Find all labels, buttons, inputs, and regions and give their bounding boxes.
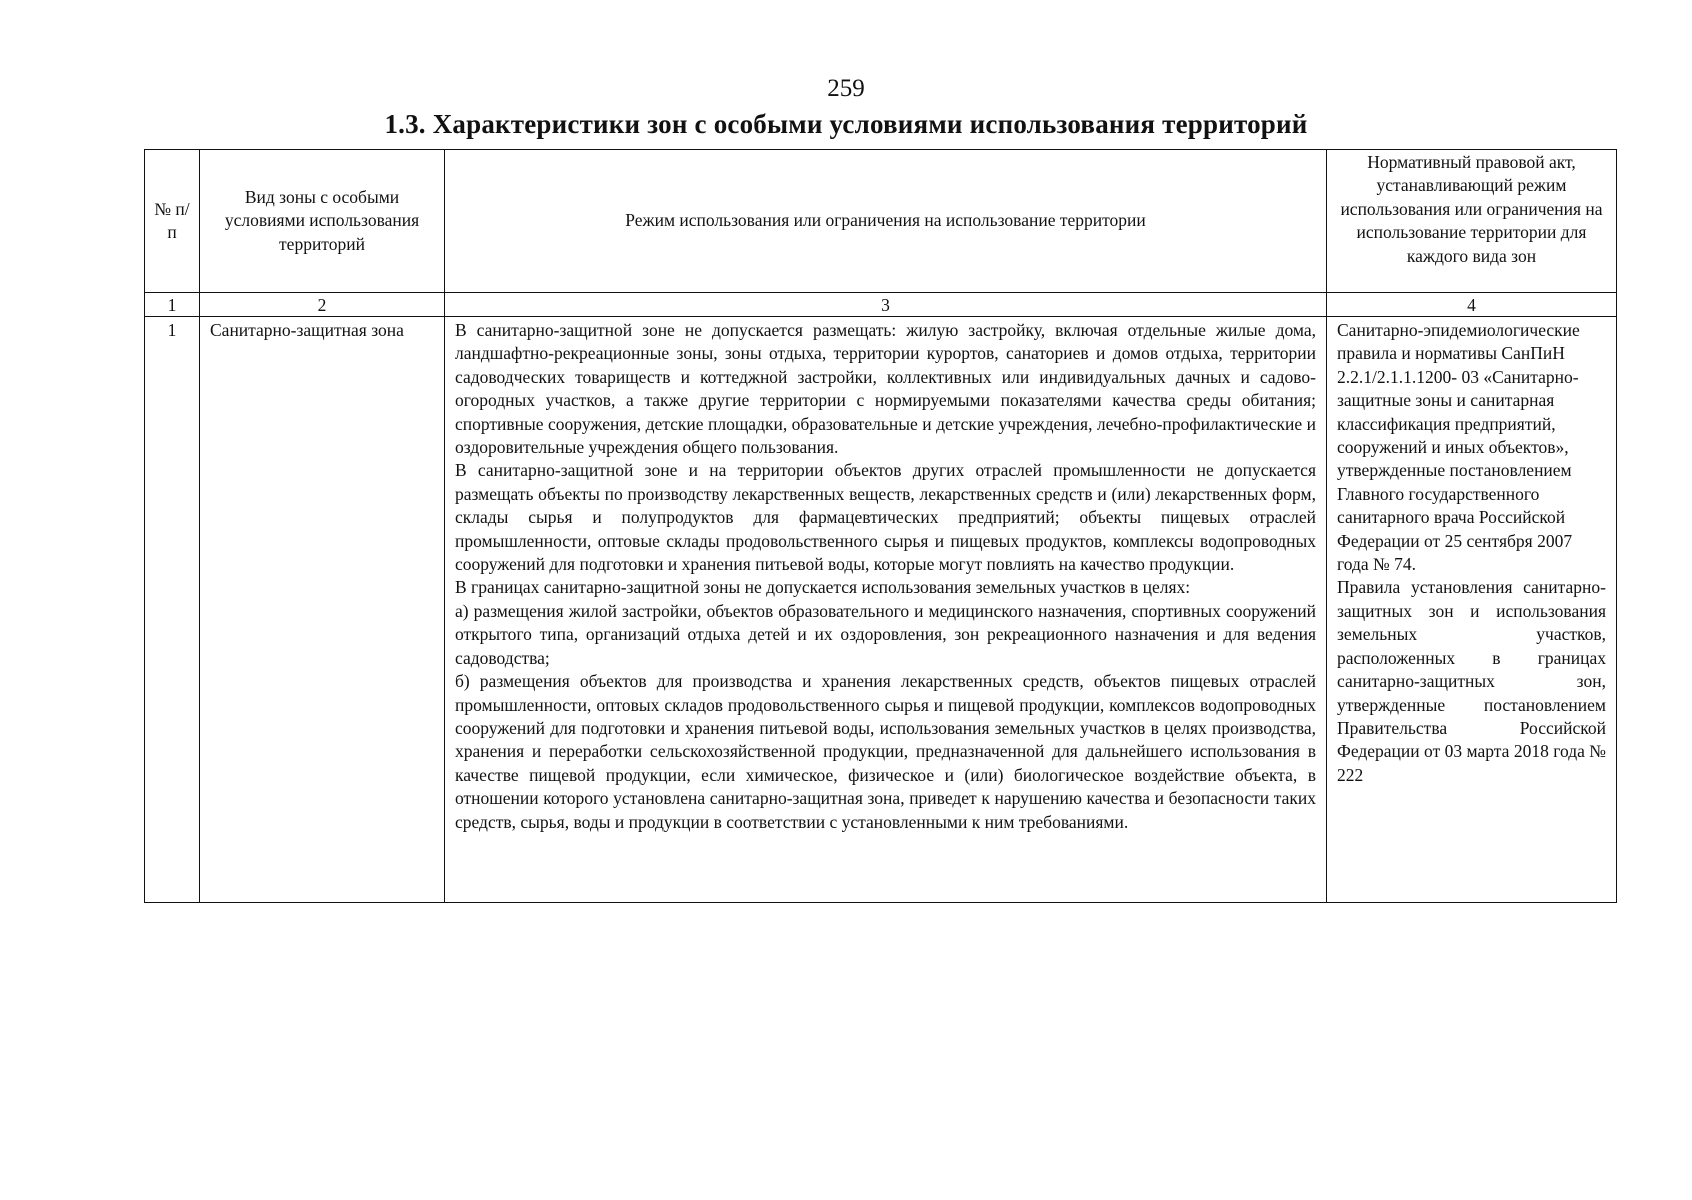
- regime-paragraph: б) размещения объектов для производства и хранения лекарственных средств, объектов пищевых отраслей промышленности, оптовых складов продовольственного сырья и пищевой продукции, комплексов водопроводных сооружений для подготовки и хранения питьевой воды, использования земельных участков в целях производства, хранения и переработки сельскохозяйственной продукции, предназначенной для дальнейшего использования в качестве пищевой продукции, если химическое, физическое и (или) биологическое воздействие объекта, в отношении которого установлена санитарно-защитная зона, приведет к нарушению качества и безопасности таких средств, сырья, воды и продукции в соответствии с установленными к ним требованиями.: [455, 671, 1316, 832]
- table-header-row: [145, 150, 1617, 293]
- header-act: Нормативный правовой акт, устанавливающий режим использования или ограничения на использование территории для каждого вида зон: [1327, 150, 1617, 293]
- row-number: 1: [145, 317, 200, 903]
- column-number: 3: [445, 293, 1327, 317]
- header-num: № п/п: [145, 150, 200, 293]
- column-number: 4: [1327, 293, 1617, 317]
- legal-act-paragraph: Санитарно-эпидемиологические правила и нормативы СанПиН 2.2.1/2.1.1.1200- 03 «Санитарно-защитные зоны и санитарная классификация предприятий, сооружений и иных объектов», утвержденные постановлением Главного государственного санитарного врача Российской Федерации от 25 сентября 2007 года № 74.: [1337, 320, 1580, 575]
- column-number: 1: [145, 293, 200, 317]
- legal-act-paragraph: Правила установления санитарно-защитных зон и использования земельных участков, расположенных в границах санитарно-защитных зон, утвержденные постановлением Правительства Российской Федерации от 03 марта 2018 года № 222: [1337, 577, 1606, 785]
- regime-paragraph: а) размещения жилой застройки, объектов образовательного и медицинского назначения, спортивных сооружений открытого типа, организаций отдыха детей и их оздоровления, зон рекреационного назначения и для ведения садоводства;: [455, 600, 1316, 668]
- legal-act-cell: [1327, 317, 1617, 903]
- regime-paragraph: В санитарно-защитной зоне не допускается размещать: жилую застройку, включая отдельные жилые дома, ландшафтно-рекреационные зоны, зоны отдыха, территории курортов, санаториев и домов отдыха, территории садоводческих товариществ и коттеджной застройки, коллективных или индивидуальных дачных и садово-огородных участков, а также другие территории с нормируемыми показателями качества среды обитания; спортивные сооружения, детские площадки, образовательные и детские учреждения, лечебно-профилактические и оздоровительные учреждения общего пользования.: [455, 320, 1316, 458]
- header-zone-type: Вид зоны с особыми условиями использования территорий: [200, 150, 445, 293]
- zone-type-cell: Санитарно-защитная зона: [200, 317, 445, 903]
- regime-cell: [445, 317, 1327, 903]
- regime-paragraph: В санитарно-защитной зоне и на территории объектов других отраслей промышленности не допускается размещать объекты по производству лекарственных веществ, лекарственных средств и (или) лекарственных форм, склады сырья и полупродуктов для фармацевтических предприятий; объекты пищевых отраслей промышленности, оптовые склады продовольственного сырья и пищевых продуктов, комплексы водопроводных сооружений для подготовки и хранения питьевой воды, которые могут повлиять на качество продукции.: [455, 460, 1316, 575]
- column-number-row: [145, 293, 1617, 317]
- regime-paragraph: В границах санитарно-защитной зоны не допускается использования земельных участков в целях:: [455, 577, 1191, 598]
- header-regime: Режим использования или ограничения на использование территории: [445, 150, 1327, 293]
- column-number: 2: [200, 293, 445, 317]
- zones-table: [144, 149, 1617, 903]
- page-number: 259: [827, 75, 865, 102]
- table-row: [145, 317, 1617, 903]
- section-title: 1.3. Характеристики зон с особыми условиями использования территорий: [384, 109, 1308, 139]
